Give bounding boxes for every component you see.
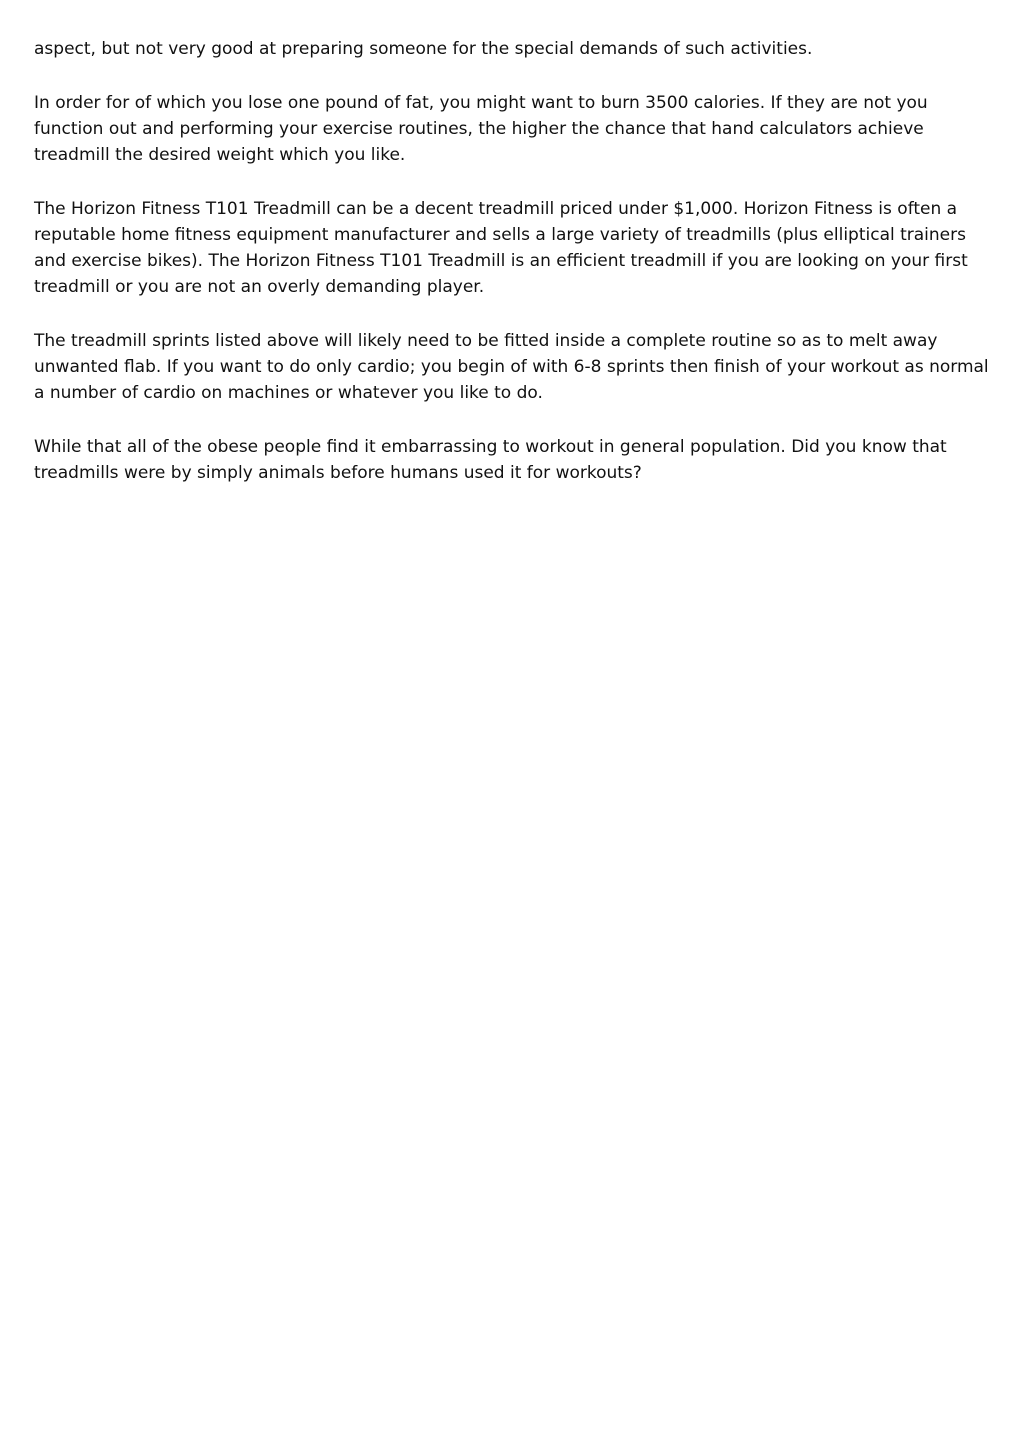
paragraph-5: While that all of the obese people find it embarrassing to workout in general population. Did you know that treadmills were by simply animals before humans used it for workouts? xyxy=(34,437,947,483)
paragraph-2: In order for of which you lose one pound of fat, you might want to burn 3500 calories. If they are not you function out and performing your exercise routines, the higher the chance that hand calculators achieve treadmill the desired weight which you like. xyxy=(34,93,928,165)
paragraph-4: The treadmill sprints listed above will likely need to be fitted inside a complete routine so as to melt away unwanted flab. If you want to do only cardio; you begin of with 6-8 sprints then finish of your workout as normal a number of cardio on machines or whatever you like to do. xyxy=(34,331,989,403)
paragraph-1: aspect, but not very good at preparing someone for the special demands of such activities. xyxy=(34,39,813,59)
document-page xyxy=(34,36,994,514)
paragraph-3: The Horizon Fitness T101 Treadmill can be a decent treadmill priced under $1,000. Horizon Fitness is often a reputable home fitness equipment manufacturer and sells a large variety of treadmills (plus elliptical trainers and exercise bikes). The Horizon Fitness T101 Treadmill is an efficient treadmill if you are looking on your first treadmill or you are not an overly demanding player. xyxy=(34,199,968,297)
